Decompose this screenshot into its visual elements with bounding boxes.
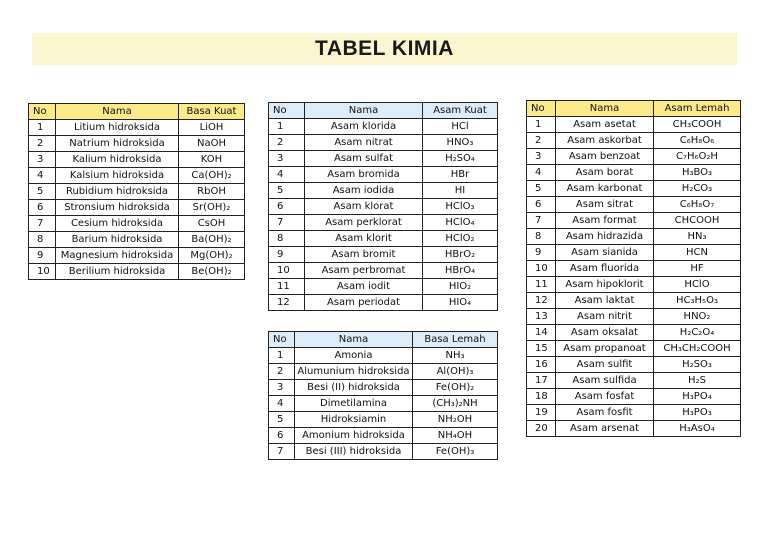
table-row	[29, 216, 245, 232]
cell-rumus: HBr	[423, 167, 498, 183]
table-row	[29, 248, 245, 264]
cell-nama: Asam nitrat	[305, 135, 423, 151]
header-no: No	[269, 103, 305, 119]
cell-rumus: HCl	[423, 119, 498, 135]
header-nama: Nama	[295, 332, 413, 348]
cell-nama: Alumunium hidroksida	[295, 364, 413, 380]
cell-rumus: HC₃H₅O₃	[654, 293, 741, 309]
header-no: No	[269, 332, 295, 348]
table-row	[29, 136, 245, 152]
table-row	[269, 135, 498, 151]
cell-nama: Asam iodit	[305, 279, 423, 295]
table-row	[527, 293, 741, 309]
title-bar	[32, 33, 737, 65]
cell-rumus: C₆H₈O₆	[654, 133, 741, 149]
cell-nama: Amonia	[295, 348, 413, 364]
cell-rumus: LiOH	[179, 120, 245, 136]
header-rumus: Asam Lemah	[654, 101, 741, 117]
table-row	[269, 279, 498, 295]
cell-nama: Stronsium hidroksida	[56, 200, 179, 216]
cell-rumus: CHCOOH	[654, 213, 741, 229]
cell-no: 14	[527, 325, 556, 341]
cell-no: 3	[269, 380, 295, 396]
table-row	[269, 380, 498, 396]
cell-rumus: H₂SO₄	[423, 151, 498, 167]
table-row	[527, 309, 741, 325]
cell-nama: Asam perbromat	[305, 263, 423, 279]
cell-rumus: KOH	[179, 152, 245, 168]
cell-nama: Asam sulfit	[556, 357, 654, 373]
cell-rumus: HBrO₄	[423, 263, 498, 279]
table-row	[527, 149, 741, 165]
cell-rumus: Fe(OH)₃	[413, 444, 498, 460]
cell-no: 2	[269, 135, 305, 151]
cell-no: 4	[269, 396, 295, 412]
table-row	[527, 181, 741, 197]
table-row	[269, 396, 498, 412]
cell-no: 1	[269, 348, 295, 364]
cell-no: 4	[29, 168, 56, 184]
table-row	[269, 215, 498, 231]
cell-rumus: CH₃CH₂COOH	[654, 341, 741, 357]
cell-rumus: HI	[423, 183, 498, 199]
cell-rumus: (CH₃)₂NH	[413, 396, 498, 412]
cell-rumus: H₂C₂O₄	[654, 325, 741, 341]
cell-no: 6	[29, 200, 56, 216]
cell-no: 9	[527, 245, 556, 261]
cell-rumus: H₃BO₃	[654, 165, 741, 181]
cell-nama: Besi (II) hidroksida	[295, 380, 413, 396]
table-row	[527, 213, 741, 229]
table-row	[527, 117, 741, 133]
cell-rumus: NaOH	[179, 136, 245, 152]
cell-no: 5	[29, 184, 56, 200]
table-row	[269, 428, 498, 444]
cell-rumus: Al(OH)₃	[413, 364, 498, 380]
header-nama: Nama	[56, 104, 179, 120]
cell-nama: Hidroksiamin	[295, 412, 413, 428]
cell-nama: Asam propanoat	[556, 341, 654, 357]
table-basa-lemah	[268, 331, 498, 460]
cell-rumus: H₂CO₃	[654, 181, 741, 197]
cell-rumus: RbOH	[179, 184, 245, 200]
table-row	[527, 245, 741, 261]
cell-nama: Asam hipoklorit	[556, 277, 654, 293]
cell-no: 10	[29, 264, 56, 280]
cell-nama: Asam format	[556, 213, 654, 229]
header-nama: Nama	[556, 101, 654, 117]
cell-nama: Asam klorat	[305, 199, 423, 215]
cell-rumus: Ba(OH)₂	[179, 232, 245, 248]
cell-nama: Asam klorit	[305, 231, 423, 247]
table-row	[527, 373, 741, 389]
cell-nama: Asam fosfit	[556, 405, 654, 421]
cell-nama: Asam bromit	[305, 247, 423, 263]
cell-no: 20	[527, 421, 556, 437]
cell-no: 15	[527, 341, 556, 357]
table-row	[269, 231, 498, 247]
cell-rumus: NH₃	[413, 348, 498, 364]
table-row	[29, 232, 245, 248]
table-row	[527, 421, 741, 437]
cell-nama: Asam sianida	[556, 245, 654, 261]
cell-no: 2	[527, 133, 556, 149]
table-row	[527, 325, 741, 341]
cell-no: 4	[527, 165, 556, 181]
cell-no: 19	[527, 405, 556, 421]
header-rumus: Basa Kuat	[179, 104, 245, 120]
table-row	[269, 167, 498, 183]
cell-rumus: Sr(OH)₂	[179, 200, 245, 216]
cell-nama: Asam benzoat	[556, 149, 654, 165]
cell-nama: Cesium hidroksida	[56, 216, 179, 232]
cell-nama: Asam hidrazida	[556, 229, 654, 245]
header-nama: Nama	[305, 103, 423, 119]
table-header-row	[527, 101, 741, 117]
table-row	[269, 444, 498, 460]
cell-rumus: HN₃	[654, 229, 741, 245]
cell-nama: Kalsium hidroksida	[56, 168, 179, 184]
table-row	[29, 184, 245, 200]
cell-nama: Asam periodat	[305, 295, 423, 311]
table-row	[527, 197, 741, 213]
table-row	[269, 364, 498, 380]
cell-no: 5	[269, 412, 295, 428]
page-title: TABEL KIMIA	[315, 37, 454, 60]
table-row	[527, 229, 741, 245]
cell-rumus: C₆H₈O₇	[654, 197, 741, 213]
cell-rumus: NH₂OH	[413, 412, 498, 428]
cell-rumus: H₃AsO₄	[654, 421, 741, 437]
cell-rumus: HCN	[654, 245, 741, 261]
table-row	[269, 412, 498, 428]
cell-nama: Asam oksalat	[556, 325, 654, 341]
cell-no: 2	[29, 136, 56, 152]
cell-rumus: HClO₄	[423, 215, 498, 231]
cell-nama: Litium hidroksida	[56, 120, 179, 136]
cell-no: 7	[527, 213, 556, 229]
cell-rumus: HClO₃	[423, 199, 498, 215]
cell-no: 10	[269, 263, 305, 279]
cell-rumus: H₃PO₃	[654, 405, 741, 421]
header-rumus: Basa Lemah	[413, 332, 498, 348]
cell-rumus: HClO₂	[423, 231, 498, 247]
cell-nama: Barium hidroksida	[56, 232, 179, 248]
cell-no: 5	[269, 183, 305, 199]
header-rumus: Asam Kuat	[423, 103, 498, 119]
cell-nama: Asam nitrit	[556, 309, 654, 325]
table-header-row	[29, 104, 245, 120]
header-no: No	[29, 104, 56, 120]
cell-no: 4	[269, 167, 305, 183]
cell-no: 11	[269, 279, 305, 295]
cell-no: 9	[29, 248, 56, 264]
cell-rumus: HClO	[654, 277, 741, 293]
table-row	[269, 295, 498, 311]
cell-no: 13	[527, 309, 556, 325]
cell-no: 9	[269, 247, 305, 263]
cell-nama: Asam laktat	[556, 293, 654, 309]
cell-nama: Asam karbonat	[556, 181, 654, 197]
cell-no: 18	[527, 389, 556, 405]
table-row	[269, 348, 498, 364]
cell-no: 2	[269, 364, 295, 380]
cell-nama: Berilium hidroksida	[56, 264, 179, 280]
cell-rumus: NH₄OH	[413, 428, 498, 444]
cell-nama: Asam bromida	[305, 167, 423, 183]
cell-nama: Rubidium hidroksida	[56, 184, 179, 200]
cell-rumus: HNO₃	[423, 135, 498, 151]
cell-no: 5	[527, 181, 556, 197]
cell-no: 7	[269, 215, 305, 231]
table-row	[527, 133, 741, 149]
table-row	[527, 405, 741, 421]
cell-no: 8	[29, 232, 56, 248]
cell-rumus: H₂SO₃	[654, 357, 741, 373]
table-asam-lemah	[526, 100, 741, 437]
cell-nama: Natrium hidroksida	[56, 136, 179, 152]
table-basa-kuat	[28, 103, 245, 280]
cell-rumus: HIO₄	[423, 295, 498, 311]
cell-nama: Magnesium hidroksida	[56, 248, 179, 264]
cell-rumus: HNO₂	[654, 309, 741, 325]
table-row	[527, 277, 741, 293]
table-row	[527, 389, 741, 405]
cell-no: 11	[527, 277, 556, 293]
table-row	[29, 152, 245, 168]
cell-no: 10	[527, 261, 556, 277]
table-row	[269, 183, 498, 199]
cell-rumus: CsOH	[179, 216, 245, 232]
header-no: No	[527, 101, 556, 117]
table-row	[29, 264, 245, 280]
table-row	[29, 120, 245, 136]
cell-no: 3	[269, 151, 305, 167]
cell-no: 8	[269, 231, 305, 247]
table-row	[269, 119, 498, 135]
cell-nama: Asam fosfat	[556, 389, 654, 405]
cell-nama: Besi (III) hidroksida	[295, 444, 413, 460]
cell-nama: Dimetilamina	[295, 396, 413, 412]
cell-rumus: Ca(OH)₂	[179, 168, 245, 184]
cell-nama: Asam arsenat	[556, 421, 654, 437]
cell-rumus: Be(OH)₂	[179, 264, 245, 280]
cell-no: 12	[527, 293, 556, 309]
table-row	[269, 263, 498, 279]
cell-no: 16	[527, 357, 556, 373]
table-header-row	[269, 332, 498, 348]
cell-no: 3	[527, 149, 556, 165]
table-row	[527, 261, 741, 277]
table-row	[29, 168, 245, 184]
cell-no: 1	[527, 117, 556, 133]
table-row	[527, 341, 741, 357]
cell-nama: Asam asetat	[556, 117, 654, 133]
table-asam-kuat	[268, 102, 498, 311]
cell-rumus: HIO₂	[423, 279, 498, 295]
cell-no: 12	[269, 295, 305, 311]
cell-no: 7	[29, 216, 56, 232]
table-header-row	[269, 103, 498, 119]
cell-nama: Asam borat	[556, 165, 654, 181]
cell-nama: Kalium hidroksida	[56, 152, 179, 168]
cell-no: 6	[269, 199, 305, 215]
cell-nama: Amonium hidroksida	[295, 428, 413, 444]
cell-nama: Asam sitrat	[556, 197, 654, 213]
cell-no: 6	[269, 428, 295, 444]
cell-no: 6	[527, 197, 556, 213]
cell-no: 7	[269, 444, 295, 460]
cell-rumus: H₂S	[654, 373, 741, 389]
cell-rumus: HBrO₂	[423, 247, 498, 263]
cell-rumus: Fe(OH)₂	[413, 380, 498, 396]
cell-nama: Asam perklorat	[305, 215, 423, 231]
cell-no: 1	[269, 119, 305, 135]
cell-rumus: H₃PO₄	[654, 389, 741, 405]
cell-nama: Asam sulfida	[556, 373, 654, 389]
cell-nama: Asam fluorida	[556, 261, 654, 277]
cell-nama: Asam iodida	[305, 183, 423, 199]
cell-rumus: Mg(OH)₂	[179, 248, 245, 264]
cell-nama: Asam sulfat	[305, 151, 423, 167]
cell-rumus: CH₃COOH	[654, 117, 741, 133]
table-row	[527, 165, 741, 181]
cell-no: 3	[29, 152, 56, 168]
cell-rumus: HF	[654, 261, 741, 277]
table-row	[29, 200, 245, 216]
cell-nama: Asam askorbat	[556, 133, 654, 149]
cell-no: 17	[527, 373, 556, 389]
table-row	[269, 199, 498, 215]
cell-rumus: C₇H₆O₂H	[654, 149, 741, 165]
table-row	[269, 151, 498, 167]
table-row	[269, 247, 498, 263]
table-row	[527, 357, 741, 373]
cell-no: 8	[527, 229, 556, 245]
cell-no: 1	[29, 120, 56, 136]
cell-nama: Asam klorida	[305, 119, 423, 135]
